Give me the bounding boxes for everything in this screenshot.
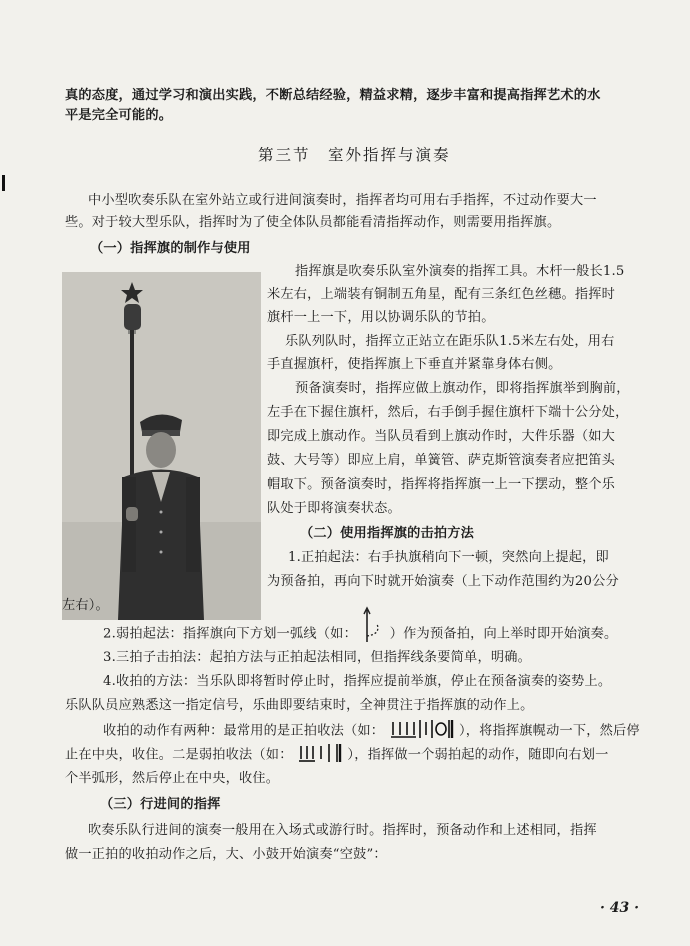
text-line: 左手在下握住旗杆，然后，右手倒手握住旗杆下端十公分处， — [267, 405, 629, 420]
text-line: 个半弧形，然后停止在中央，收住。 — [65, 771, 280, 786]
subsection-heading: （一）指挥旗的制作与使用 — [90, 241, 251, 256]
section-title: 第三节 室外指挥与演奏 — [258, 146, 451, 164]
text-line: 指挥旗是吹奏乐队室外演奏的指挥工具。木杆一般长1.5 — [295, 264, 625, 279]
photo-flag-conductor — [62, 272, 261, 620]
text-line: 做一正拍的收拍动作之后，大、小鼓开始演奏“空鼓”： — [65, 847, 387, 862]
text-line: 即完成上旗动作。当队员看到上旗动作时，大件乐器（如大 — [267, 429, 616, 444]
text-line: 鼓、大号等）即应上肩，单簧管、萨克斯管演奏者应把笛头 — [267, 453, 616, 468]
text-line: 1.正拍起法：右手执旗稍向下一顿，突然向上提起，即 — [288, 550, 609, 565]
text-line: 旗杆一上一下，用以协调乐队的节拍。 — [267, 310, 495, 325]
conductor-figure — [62, 272, 261, 620]
text-line: 平是完全可能的。 — [65, 108, 173, 123]
text-line: 乐队队员应熟悉这一指定信号，乐曲即要结束时，全神贯注于指挥旗的动作上。 — [65, 698, 534, 713]
page-number: · 43 · — [600, 900, 639, 916]
text-line: 中小型吹奏乐队在室外站立或行进间演奏时，指挥者均可用右手指挥，不过动作要大一 — [88, 193, 597, 208]
text-line: 米左右，上端装有铜制五角星，配有三条红色丝穗。指挥时 — [267, 287, 616, 302]
text-line: 手直握旗杆，使指挥旗上下垂直并紧靠身体右侧。 — [267, 357, 562, 372]
text-line: 3.三拍子击拍法：起拍方法与正拍起法相同，但指挥线条要简单，明确。 — [103, 650, 531, 665]
text-line: 真的态度，通过学习和演出实践，不断总结经验，精益求精，逐步丰富和提高指挥艺术的水 — [65, 88, 601, 103]
text-line: 乐队列队时，指挥立正站立在距乐队1.5米左右处，用右 — [285, 334, 615, 349]
text-segment: ）作为预备拍，向上举时即开始演奏。 — [389, 626, 618, 642]
text-line: 吹奏乐队行进间的演奏一般用在入场式或游行时。指挥时，预备动作和上述相同，指挥 — [88, 823, 597, 838]
text-line: 为预备拍，再向下时就开始演奏（上下动作范围约为20公分 — [267, 574, 619, 589]
subsection-heading: （二）使用指挥旗的击拍方法 — [300, 526, 475, 541]
margin-mark — [2, 175, 5, 191]
text-segment: ），将指挥旗幌动一下，然后停 — [458, 723, 640, 739]
arc-stroke-icon — [361, 624, 385, 644]
text-line — [103, 722, 640, 741]
text-segment: 2.弱拍起法：指挥旗向下方划一弧线（如： — [103, 626, 357, 642]
text-segment: 收拍的动作有两种：最常用的是正拍收法（如： — [103, 723, 385, 739]
text-line: 帽取下。预备演奏时，指挥将指挥旗一上一下摆动，整个乐 — [267, 477, 616, 492]
text-line: 左右）。 — [62, 598, 109, 613]
text-line: 预备演奏时，指挥应做上旗动作，即将指挥旗举到胸前， — [295, 381, 630, 396]
text-segment: ），指挥做一个弱拍起的动作，随即向右划一 — [347, 747, 609, 763]
music-notation-icon — [297, 746, 343, 764]
text-line — [65, 746, 609, 765]
text-line: 些。对于较大型乐队，指挥时为了使全体队员都能看清指挥动作，则需要用指挥旗。 — [65, 215, 561, 230]
text-segment: 止在中央，收住。二是弱拍收法（如： — [65, 747, 293, 763]
music-notation-icon — [389, 722, 455, 740]
text-line: 4.收拍的方法：当乐队即将暂时停止时，指挥应提前举旗，停止在预备演奏的姿势上。 — [103, 674, 612, 689]
subsection-heading: （三）行进间的指挥 — [100, 797, 221, 812]
text-line — [103, 624, 617, 644]
text-line: 队处于即将演奏状态。 — [267, 501, 401, 516]
